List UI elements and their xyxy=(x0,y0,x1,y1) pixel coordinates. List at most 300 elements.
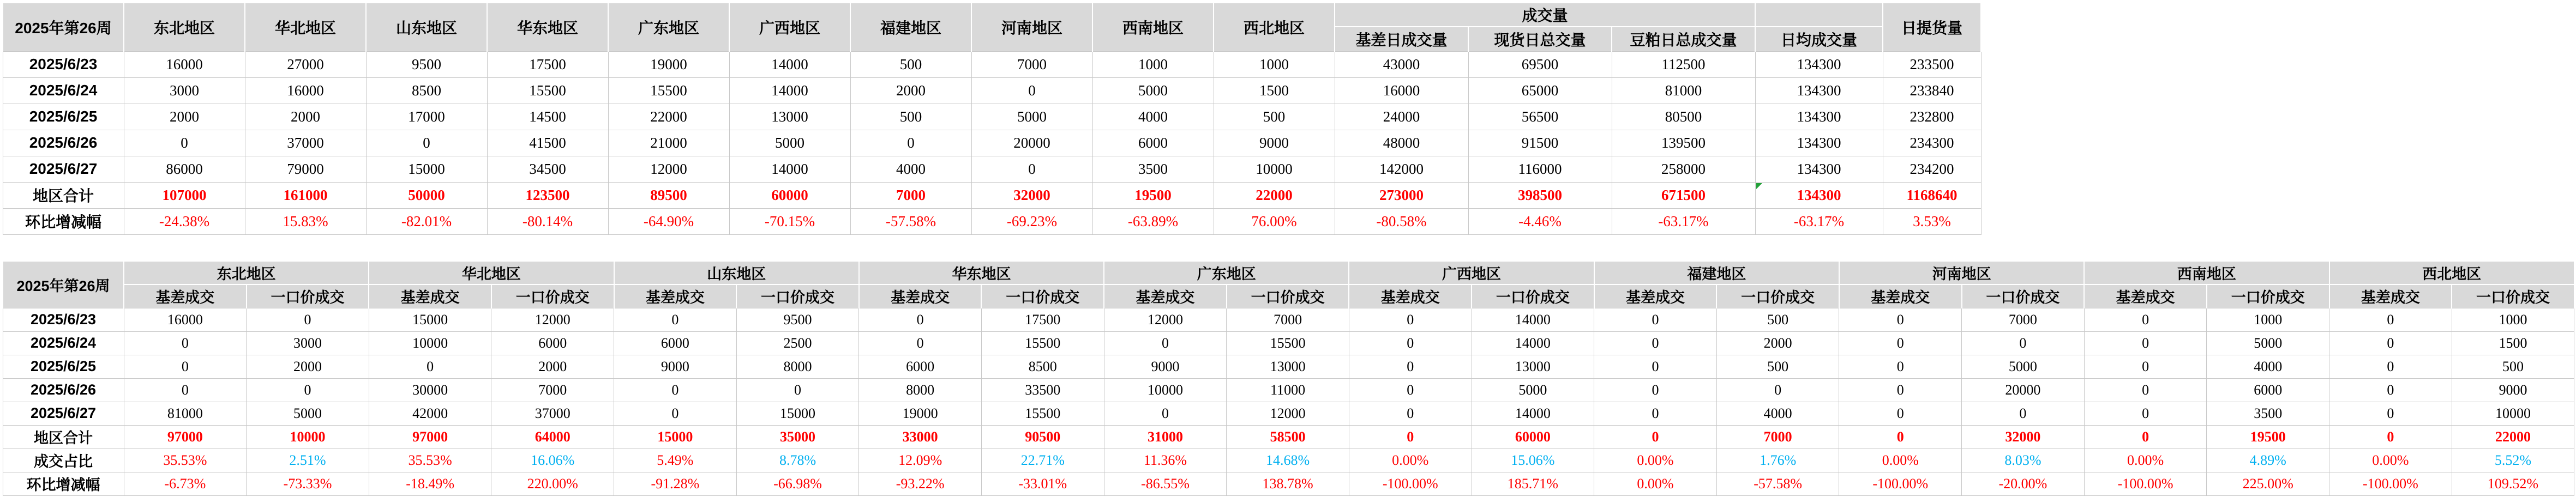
wow-value-cell[interactable]: 185.71% xyxy=(1472,472,1594,495)
share-value-cell[interactable]: 4.89% xyxy=(2207,448,2329,472)
week-title-cell[interactable]: 2025年第26周 xyxy=(3,261,124,308)
sub-header[interactable]: 一口价成交 xyxy=(981,284,1104,308)
region-header[interactable]: 福建地区 xyxy=(1594,261,1839,284)
sub-header[interactable]: 一口价成交 xyxy=(491,284,614,308)
value-cell[interactable]: 112500 xyxy=(1612,51,1755,77)
value-cell[interactable]: 14000 xyxy=(729,77,850,104)
value-cell[interactable]: 0 xyxy=(850,130,971,156)
value-cell[interactable]: 0 xyxy=(124,331,247,355)
wow-value-cell[interactable]: -69.23% xyxy=(971,208,1092,234)
value-cell[interactable]: 134300 xyxy=(1755,104,1883,130)
wow-value-cell[interactable]: -6.73% xyxy=(124,472,247,495)
share-value-cell[interactable]: 0.00% xyxy=(1349,448,1472,472)
region-header[interactable]: 华东地区 xyxy=(859,261,1104,284)
value-cell[interactable]: 0 xyxy=(247,308,369,331)
value-cell[interactable]: 10000 xyxy=(1214,156,1335,182)
metric-header[interactable]: 基差日成交量 xyxy=(1335,27,1468,51)
value-cell[interactable]: 14000 xyxy=(1472,308,1594,331)
total-value-cell[interactable]: 22000 xyxy=(2452,425,2574,448)
value-cell[interactable]: 30000 xyxy=(369,378,491,402)
value-cell[interactable]: 0 xyxy=(1839,402,1962,425)
value-cell[interactable]: 0 xyxy=(614,308,737,331)
share-value-cell[interactable]: 35.53% xyxy=(369,448,491,472)
value-cell[interactable]: 79000 xyxy=(245,156,366,182)
share-value-cell[interactable]: 1.76% xyxy=(1716,448,1839,472)
metric-header[interactable]: 日均成交量 xyxy=(1755,27,1883,51)
value-cell[interactable]: 0 xyxy=(2084,378,2207,402)
wow-value-cell[interactable]: -73.33% xyxy=(247,472,369,495)
value-cell[interactable]: 42000 xyxy=(369,402,491,425)
sub-header[interactable]: 基差成交 xyxy=(1349,284,1472,308)
value-cell[interactable]: 0 xyxy=(1839,331,1962,355)
share-value-cell[interactable]: 0.00% xyxy=(2084,448,2207,472)
share-value-cell[interactable]: 15.06% xyxy=(1472,448,1594,472)
value-cell[interactable]: 14500 xyxy=(487,104,608,130)
total-value-cell[interactable]: 398500 xyxy=(1468,182,1612,208)
share-value-cell[interactable]: 0.00% xyxy=(1594,448,1717,472)
value-cell[interactable]: 7000 xyxy=(491,378,614,402)
value-cell[interactable]: 0 xyxy=(859,308,982,331)
empty-header-cell[interactable] xyxy=(1755,3,1883,27)
region-header[interactable]: 西南地区 xyxy=(2084,261,2329,284)
wow-value-cell[interactable]: -63.17% xyxy=(1755,208,1883,234)
value-cell[interactable]: 12000 xyxy=(1104,308,1227,331)
value-cell[interactable]: 0 xyxy=(1349,355,1472,378)
region-header[interactable]: 广西地区 xyxy=(729,3,850,51)
value-cell[interactable]: 0 xyxy=(1594,308,1717,331)
total-value-cell[interactable]: 0 xyxy=(1349,425,1472,448)
value-cell[interactable]: 500 xyxy=(2452,355,2574,378)
wow-value-cell[interactable]: -82.01% xyxy=(366,208,487,234)
date-cell[interactable]: 2025/6/25 xyxy=(3,104,124,130)
region-header[interactable]: 西南地区 xyxy=(1092,3,1214,51)
value-cell[interactable]: 12000 xyxy=(1227,402,1349,425)
wow-value-cell[interactable]: 138.78% xyxy=(1227,472,1349,495)
value-cell[interactable]: 13000 xyxy=(729,104,850,130)
value-cell[interactable]: 81000 xyxy=(124,402,247,425)
value-cell[interactable]: 16000 xyxy=(1335,77,1468,104)
row-label-cell[interactable]: 地区合计 xyxy=(3,425,124,448)
value-cell[interactable]: 91500 xyxy=(1468,130,1612,156)
date-cell[interactable]: 2025/6/27 xyxy=(3,156,124,182)
share-value-cell[interactable]: 22.71% xyxy=(981,448,1104,472)
value-cell[interactable]: 43000 xyxy=(1335,51,1468,77)
wow-value-cell[interactable]: -64.90% xyxy=(608,208,729,234)
share-value-cell[interactable]: 0.00% xyxy=(1839,448,1962,472)
sub-header[interactable]: 一口价成交 xyxy=(2207,284,2329,308)
value-cell[interactable]: 500 xyxy=(1716,355,1839,378)
value-cell[interactable]: 0 xyxy=(2329,308,2452,331)
value-cell[interactable]: 15000 xyxy=(366,156,487,182)
region-header[interactable]: 广西地区 xyxy=(1349,261,1594,284)
value-cell[interactable]: 0 xyxy=(1594,378,1717,402)
total-value-cell[interactable]: 60000 xyxy=(1472,425,1594,448)
value-cell[interactable]: 37000 xyxy=(245,130,366,156)
total-value-cell[interactable]: 7000 xyxy=(850,182,971,208)
value-cell[interactable]: 2000 xyxy=(491,355,614,378)
sub-header[interactable]: 基差成交 xyxy=(1104,284,1227,308)
value-cell[interactable]: 5000 xyxy=(729,130,850,156)
sub-header[interactable]: 一口价成交 xyxy=(1962,284,2085,308)
week-title-cell[interactable]: 2025年第26周 xyxy=(3,3,124,51)
value-cell[interactable]: 10000 xyxy=(2452,402,2574,425)
value-cell[interactable]: 2000 xyxy=(245,104,366,130)
row-label-cell[interactable]: 环比增减幅 xyxy=(3,472,124,495)
value-cell[interactable]: 15500 xyxy=(487,77,608,104)
value-cell[interactable]: 16000 xyxy=(124,51,245,77)
total-value-cell[interactable]: 64000 xyxy=(491,425,614,448)
value-cell[interactable]: 5000 xyxy=(2207,331,2329,355)
value-cell[interactable]: 19000 xyxy=(608,51,729,77)
wow-value-cell[interactable]: 76.00% xyxy=(1214,208,1335,234)
value-cell[interactable]: 0 xyxy=(971,156,1092,182)
value-cell[interactable]: 14000 xyxy=(1472,402,1594,425)
region-header[interactable]: 华北地区 xyxy=(245,3,366,51)
region-header[interactable]: 东北地区 xyxy=(124,261,369,284)
total-value-cell[interactable]: 32000 xyxy=(971,182,1092,208)
value-cell[interactable]: 7000 xyxy=(971,51,1092,77)
value-cell[interactable]: 2000 xyxy=(850,77,971,104)
sub-header[interactable]: 一口价成交 xyxy=(2452,284,2574,308)
total-value-cell[interactable]: 10000 xyxy=(247,425,369,448)
value-cell[interactable]: 258000 xyxy=(1612,156,1755,182)
value-cell[interactable]: 1000 xyxy=(2452,308,2574,331)
value-cell[interactable]: 0 xyxy=(1839,308,1962,331)
total-value-cell[interactable]: 7000 xyxy=(1716,425,1839,448)
share-value-cell[interactable]: 8.78% xyxy=(736,448,859,472)
value-cell[interactable]: 7000 xyxy=(1962,308,2085,331)
value-cell[interactable]: 1500 xyxy=(1214,77,1335,104)
sub-header[interactable]: 一口价成交 xyxy=(1716,284,1839,308)
value-cell[interactable]: 9000 xyxy=(614,355,737,378)
value-cell[interactable]: 15500 xyxy=(981,402,1104,425)
value-cell[interactable]: 33500 xyxy=(981,378,1104,402)
value-cell[interactable]: 48000 xyxy=(1335,130,1468,156)
value-cell[interactable]: 0 xyxy=(1594,402,1717,425)
value-cell[interactable]: 233500 xyxy=(1883,51,1981,77)
region-header[interactable]: 河南地区 xyxy=(971,3,1092,51)
value-cell[interactable]: 15500 xyxy=(608,77,729,104)
value-cell[interactable]: 20000 xyxy=(971,130,1092,156)
value-cell[interactable]: 4000 xyxy=(2207,355,2329,378)
sub-header[interactable]: 基差成交 xyxy=(1839,284,1962,308)
value-cell[interactable]: 500 xyxy=(1214,104,1335,130)
wow-value-cell[interactable]: -4.46% xyxy=(1468,208,1612,234)
total-value-cell[interactable]: 89500 xyxy=(608,182,729,208)
wow-value-cell[interactable]: -80.58% xyxy=(1335,208,1468,234)
value-cell[interactable]: 234200 xyxy=(1883,156,1981,182)
value-cell[interactable]: 6000 xyxy=(2207,378,2329,402)
value-cell[interactable]: 0 xyxy=(2329,331,2452,355)
value-cell[interactable]: 9500 xyxy=(366,51,487,77)
date-cell[interactable]: 2025/6/24 xyxy=(3,331,124,355)
row-label-cell[interactable]: 地区合计 xyxy=(3,182,124,208)
sub-header[interactable]: 基差成交 xyxy=(2329,284,2452,308)
value-cell[interactable]: 500 xyxy=(1716,308,1839,331)
value-cell[interactable]: 21000 xyxy=(608,130,729,156)
total-value-cell[interactable]: 60000 xyxy=(729,182,850,208)
total-value-cell[interactable]: 107000 xyxy=(124,182,245,208)
metric-header[interactable]: 豆粕日总成交量 xyxy=(1612,27,1755,51)
value-cell[interactable]: 12000 xyxy=(608,156,729,182)
value-cell[interactable]: 15500 xyxy=(1227,331,1349,355)
value-cell[interactable]: 81000 xyxy=(1612,77,1755,104)
date-cell[interactable]: 2025/6/26 xyxy=(3,378,124,402)
total-value-cell[interactable]: 35000 xyxy=(736,425,859,448)
share-value-cell[interactable]: 12.09% xyxy=(859,448,982,472)
value-cell[interactable]: 5000 xyxy=(971,104,1092,130)
value-cell[interactable]: 0 xyxy=(366,130,487,156)
total-value-cell[interactable]: 15000 xyxy=(614,425,737,448)
value-cell[interactable]: 0 xyxy=(124,355,247,378)
value-cell[interactable]: 56500 xyxy=(1468,104,1612,130)
sub-header[interactable]: 基差成交 xyxy=(369,284,491,308)
value-cell[interactable]: 233840 xyxy=(1883,77,1981,104)
share-value-cell[interactable]: 8.03% xyxy=(1962,448,2085,472)
sub-header[interactable]: 基差成交 xyxy=(124,284,247,308)
value-cell[interactable]: 0 xyxy=(1349,402,1472,425)
value-cell[interactable]: 13000 xyxy=(1227,355,1349,378)
value-cell[interactable]: 0 xyxy=(2084,355,2207,378)
value-cell[interactable]: 134300 xyxy=(1755,156,1883,182)
delivery-header[interactable]: 日提货量 xyxy=(1883,3,1981,51)
share-value-cell[interactable]: 0.00% xyxy=(2329,448,2452,472)
value-cell[interactable]: 0 xyxy=(1104,402,1227,425)
total-value-cell[interactable]: 0 xyxy=(1594,425,1717,448)
value-cell[interactable]: 15000 xyxy=(369,308,491,331)
value-cell[interactable]: 0 xyxy=(369,355,491,378)
wow-value-cell[interactable]: -63.17% xyxy=(1612,208,1755,234)
total-value-cell[interactable]: 0 xyxy=(2084,425,2207,448)
wow-value-cell[interactable]: -70.15% xyxy=(729,208,850,234)
value-cell[interactable]: 10000 xyxy=(1104,378,1227,402)
value-cell[interactable]: 15500 xyxy=(981,331,1104,355)
value-cell[interactable]: 0 xyxy=(1349,308,1472,331)
wow-value-cell[interactable]: -57.58% xyxy=(850,208,971,234)
value-cell[interactable]: 0 xyxy=(1349,378,1472,402)
value-cell[interactable]: 4000 xyxy=(1092,104,1214,130)
value-cell[interactable]: 11000 xyxy=(1227,378,1349,402)
date-cell[interactable]: 2025/6/27 xyxy=(3,402,124,425)
value-cell[interactable]: 6000 xyxy=(491,331,614,355)
value-cell[interactable]: 0 xyxy=(2329,402,2452,425)
metric-header[interactable]: 现货日总交量 xyxy=(1468,27,1612,51)
wow-value-cell[interactable]: 15.83% xyxy=(245,208,366,234)
wow-value-cell[interactable]: -100.00% xyxy=(1349,472,1472,495)
value-cell[interactable]: 22000 xyxy=(608,104,729,130)
total-value-cell[interactable]: 273000 xyxy=(1335,182,1468,208)
value-cell[interactable]: 0 xyxy=(2084,402,2207,425)
value-cell[interactable]: 2000 xyxy=(1716,331,1839,355)
value-cell[interactable]: 0 xyxy=(2329,378,2452,402)
share-value-cell[interactable]: 14.68% xyxy=(1227,448,1349,472)
total-value-cell[interactable]: 19500 xyxy=(1092,182,1214,208)
value-cell[interactable]: 0 xyxy=(1716,378,1839,402)
value-cell[interactable]: 8000 xyxy=(736,355,859,378)
wow-value-cell[interactable]: -100.00% xyxy=(1839,472,1962,495)
value-cell[interactable]: 13000 xyxy=(1472,355,1594,378)
value-cell[interactable]: 0 xyxy=(1962,331,2085,355)
value-cell[interactable]: 2000 xyxy=(247,355,369,378)
value-cell[interactable]: 8500 xyxy=(366,77,487,104)
value-cell[interactable]: 0 xyxy=(124,378,247,402)
value-cell[interactable]: 116000 xyxy=(1468,156,1612,182)
share-value-cell[interactable]: 5.49% xyxy=(614,448,737,472)
row-label-cell[interactable]: 成交占比 xyxy=(3,448,124,472)
region-header[interactable]: 西北地区 xyxy=(1214,3,1335,51)
value-cell[interactable]: 139500 xyxy=(1612,130,1755,156)
value-cell[interactable]: 34500 xyxy=(487,156,608,182)
value-cell[interactable]: 3000 xyxy=(247,331,369,355)
date-cell[interactable]: 2025/6/23 xyxy=(3,308,124,331)
sub-header[interactable]: 基差成交 xyxy=(859,284,982,308)
wow-value-cell[interactable]: -57.58% xyxy=(1716,472,1839,495)
value-cell[interactable]: 134300 xyxy=(1755,130,1883,156)
value-cell[interactable]: 5000 xyxy=(1962,355,2085,378)
sub-header[interactable]: 一口价成交 xyxy=(247,284,369,308)
value-cell[interactable]: 0 xyxy=(1349,331,1472,355)
value-cell[interactable]: 14000 xyxy=(1472,331,1594,355)
wow-value-cell[interactable]: -100.00% xyxy=(2084,472,2207,495)
total-value-cell[interactable]: 32000 xyxy=(1962,425,2085,448)
wow-value-cell[interactable]: -66.98% xyxy=(736,472,859,495)
region-header[interactable]: 河南地区 xyxy=(1839,261,2084,284)
value-cell[interactable]: 0 xyxy=(971,77,1092,104)
value-cell[interactable]: 3500 xyxy=(2207,402,2329,425)
value-cell[interactable]: 134300 xyxy=(1755,51,1883,77)
value-cell[interactable]: 1000 xyxy=(1092,51,1214,77)
value-cell[interactable]: 0 xyxy=(124,130,245,156)
total-value-cell[interactable]: 90500 xyxy=(981,425,1104,448)
region-header[interactable]: 广东地区 xyxy=(1104,261,1349,284)
total-value-cell[interactable]: 22000 xyxy=(1214,182,1335,208)
value-cell[interactable]: 14000 xyxy=(729,156,850,182)
total-value-cell[interactable]: 671500 xyxy=(1612,182,1755,208)
value-cell[interactable]: 0 xyxy=(2084,331,2207,355)
wow-value-cell[interactable]: -24.38% xyxy=(124,208,245,234)
region-header[interactable]: 西北地区 xyxy=(2329,261,2574,284)
value-cell[interactable]: 0 xyxy=(2084,308,2207,331)
value-cell[interactable]: 41500 xyxy=(487,130,608,156)
value-cell[interactable]: 14000 xyxy=(729,51,850,77)
value-cell[interactable]: 6000 xyxy=(1092,130,1214,156)
total-value-cell[interactable]: 31000 xyxy=(1104,425,1227,448)
value-cell[interactable]: 2000 xyxy=(124,104,245,130)
sub-header[interactable]: 基差成交 xyxy=(2084,284,2207,308)
value-cell[interactable]: 69500 xyxy=(1468,51,1612,77)
value-cell[interactable]: 0 xyxy=(1839,355,1962,378)
value-cell[interactable]: 9000 xyxy=(1214,130,1335,156)
row-label-cell[interactable]: 环比增减幅 xyxy=(3,208,124,234)
total-value-cell[interactable]: 58500 xyxy=(1227,425,1349,448)
value-cell[interactable]: 80500 xyxy=(1612,104,1755,130)
total-value-cell[interactable]: 0 xyxy=(1839,425,1962,448)
value-cell[interactable]: 1000 xyxy=(2207,308,2329,331)
wow-value-cell[interactable]: -100.00% xyxy=(2329,472,2452,495)
region-header[interactable]: 广东地区 xyxy=(608,3,729,51)
wow-value-cell[interactable]: -20.00% xyxy=(1962,472,2085,495)
total-value-cell[interactable]: 161000 xyxy=(245,182,366,208)
value-cell[interactable]: 20000 xyxy=(1962,378,2085,402)
wow-value-cell[interactable]: 109.52% xyxy=(2452,472,2574,495)
value-cell[interactable]: 0 xyxy=(1104,331,1227,355)
value-cell[interactable]: 0 xyxy=(736,378,859,402)
date-cell[interactable]: 2025/6/24 xyxy=(3,77,124,104)
value-cell[interactable]: 9000 xyxy=(1104,355,1227,378)
value-cell[interactable]: 12000 xyxy=(491,308,614,331)
value-cell[interactable]: 0 xyxy=(859,331,982,355)
value-cell[interactable]: 10000 xyxy=(369,331,491,355)
value-cell[interactable]: 8000 xyxy=(859,378,982,402)
region-header[interactable]: 山东地区 xyxy=(614,261,859,284)
total-value-cell[interactable]: 19500 xyxy=(2207,425,2329,448)
total-value-cell[interactable]: 0 xyxy=(2329,425,2452,448)
wow-value-cell[interactable]: -80.14% xyxy=(487,208,608,234)
value-cell[interactable]: 1000 xyxy=(1214,51,1335,77)
value-cell[interactable]: 16000 xyxy=(124,308,247,331)
total-value-cell[interactable]: 33000 xyxy=(859,425,982,448)
value-cell[interactable]: 5000 xyxy=(1092,77,1214,104)
total-value-cell[interactable]: 97000 xyxy=(369,425,491,448)
value-cell[interactable]: 2500 xyxy=(736,331,859,355)
sub-header[interactable]: 一口价成交 xyxy=(1472,284,1594,308)
region-header[interactable]: 山东地区 xyxy=(366,3,487,51)
total-value-cell[interactable]: 1168640 xyxy=(1883,182,1981,208)
region-header[interactable]: 福建地区 xyxy=(850,3,971,51)
value-cell[interactable]: 0 xyxy=(614,402,737,425)
wow-value-cell[interactable]: 225.00% xyxy=(2207,472,2329,495)
wow-value-cell[interactable]: -93.22% xyxy=(859,472,982,495)
value-cell[interactable]: 6000 xyxy=(859,355,982,378)
value-cell[interactable]: 0 xyxy=(614,378,737,402)
wow-value-cell[interactable]: -86.55% xyxy=(1104,472,1227,495)
value-cell[interactable]: 0 xyxy=(1594,355,1717,378)
value-cell[interactable]: 5000 xyxy=(247,402,369,425)
value-cell[interactable]: 8500 xyxy=(981,355,1104,378)
value-cell[interactable]: 9000 xyxy=(2452,378,2574,402)
region-header[interactable]: 东北地区 xyxy=(124,3,245,51)
value-cell[interactable]: 65000 xyxy=(1468,77,1612,104)
value-cell[interactable]: 9500 xyxy=(736,308,859,331)
sub-header[interactable]: 基差成交 xyxy=(614,284,737,308)
value-cell[interactable]: 16000 xyxy=(245,77,366,104)
value-cell[interactable]: 234300 xyxy=(1883,130,1981,156)
wow-value-cell[interactable]: -63.89% xyxy=(1092,208,1214,234)
value-cell[interactable]: 19000 xyxy=(859,402,982,425)
value-cell[interactable]: 3000 xyxy=(124,77,245,104)
value-cell[interactable]: 232800 xyxy=(1883,104,1981,130)
value-cell[interactable]: 0 xyxy=(1594,331,1717,355)
total-value-cell[interactable]: 97000 xyxy=(124,425,247,448)
value-cell[interactable]: 134300 xyxy=(1755,77,1883,104)
date-cell[interactable]: 2025/6/26 xyxy=(3,130,124,156)
volume-group-header[interactable]: 成交量 xyxy=(1335,3,1755,27)
value-cell[interactable]: 5000 xyxy=(1472,378,1594,402)
value-cell[interactable]: 1500 xyxy=(2452,331,2574,355)
wow-value-cell[interactable]: 0.00% xyxy=(1594,472,1717,495)
value-cell[interactable]: 7000 xyxy=(1227,308,1349,331)
value-cell[interactable]: 15000 xyxy=(736,402,859,425)
value-cell[interactable]: 0 xyxy=(247,378,369,402)
wow-value-cell[interactable]: 220.00% xyxy=(491,472,614,495)
sub-header[interactable]: 基差成交 xyxy=(1594,284,1717,308)
share-value-cell[interactable]: 5.52% xyxy=(2452,448,2574,472)
value-cell[interactable]: 0 xyxy=(1962,402,2085,425)
value-cell[interactable]: 3500 xyxy=(1092,156,1214,182)
value-cell[interactable]: 17500 xyxy=(487,51,608,77)
value-cell[interactable]: 6000 xyxy=(614,331,737,355)
region-header[interactable]: 华北地区 xyxy=(369,261,614,284)
